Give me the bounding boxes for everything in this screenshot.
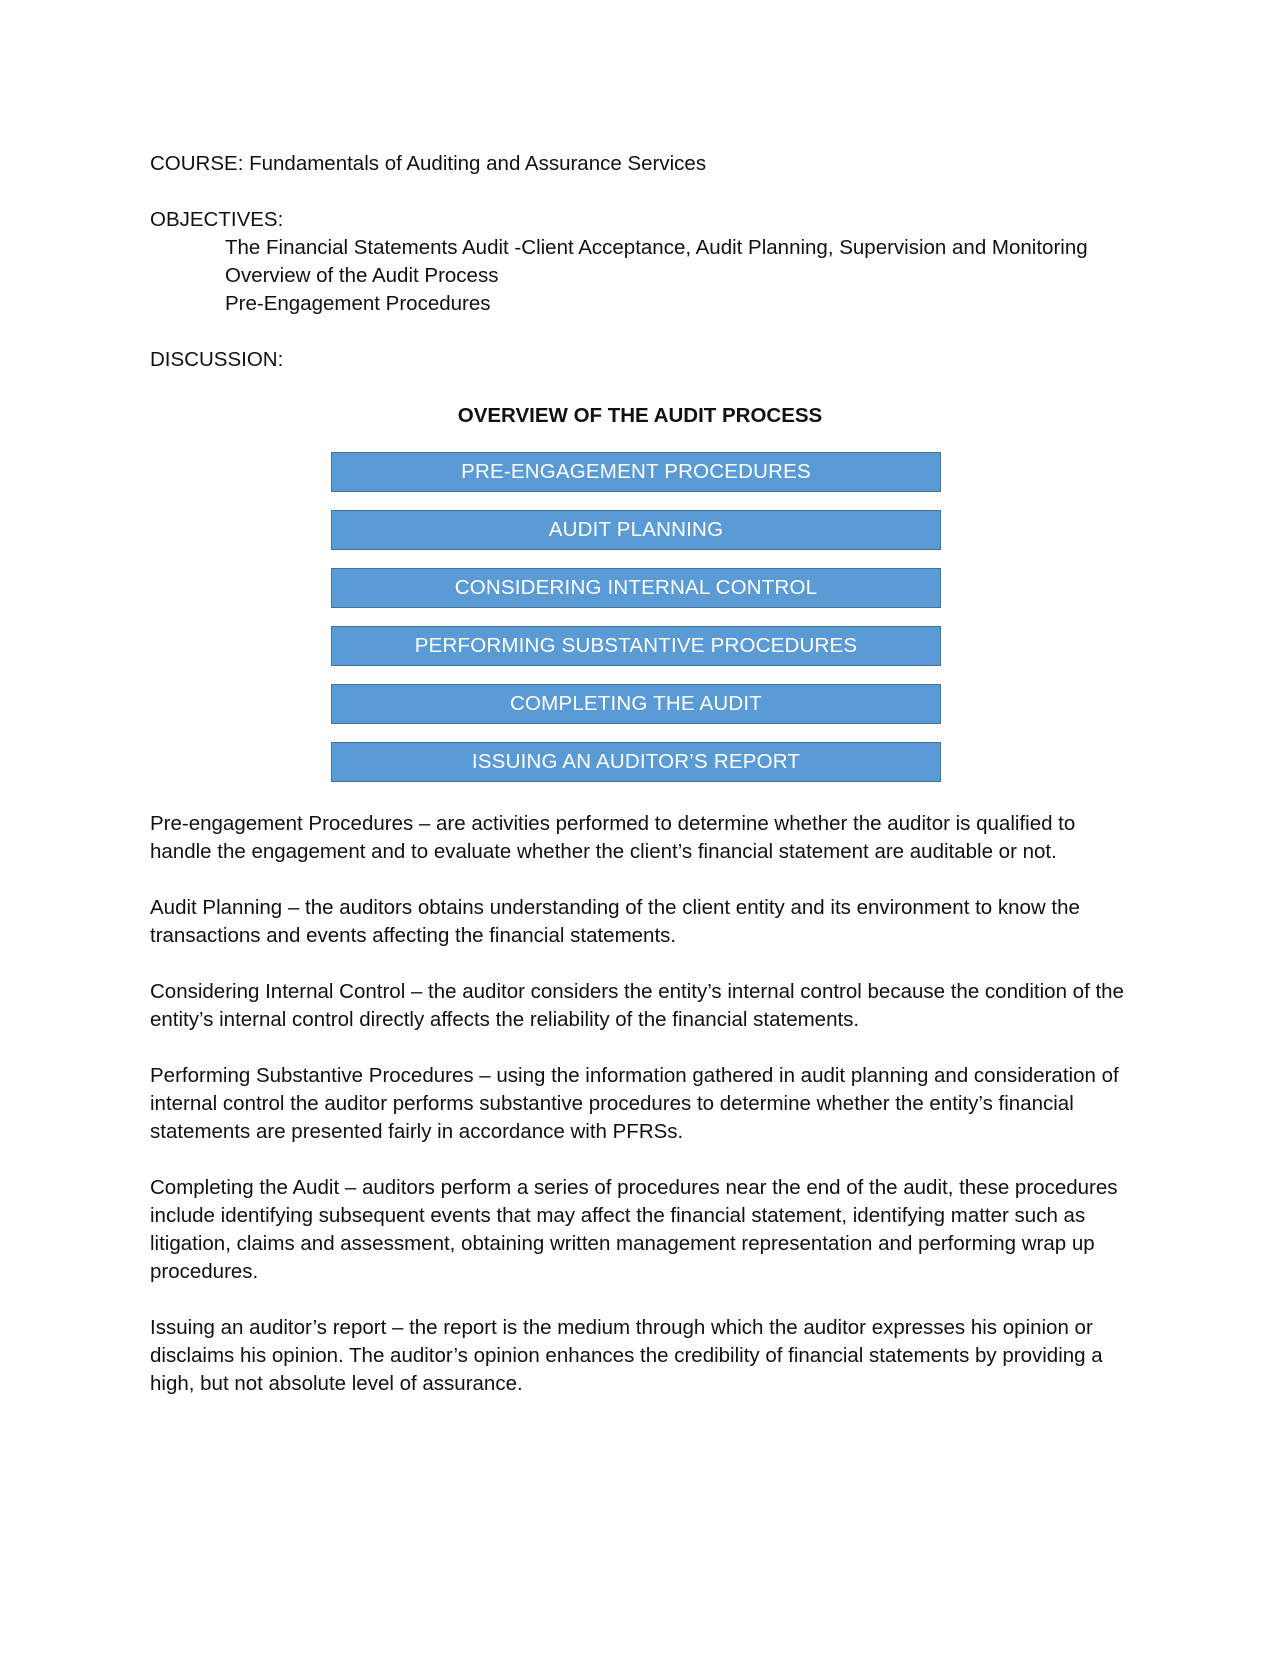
overview-title: OVERVIEW OF THE AUDIT PROCESS xyxy=(457,404,823,427)
objective-item: Overview of the Audit Process xyxy=(225,264,499,287)
objective-item: The Financial Statements Audit -Client Acceptance, Audit Planning, Supervision and Monitoring xyxy=(225,236,1088,259)
audit-process-flowchart xyxy=(331,452,941,782)
flow-step-substantive-procedures: PERFORMING SUBSTANTIVE PROCEDURES xyxy=(331,626,941,666)
flow-step-auditor-report: ISSUING AN AUDITOR’S REPORT xyxy=(331,742,941,782)
definition-audit-planning: Audit Planning – the auditors obtains understanding of the client entity and its environment to know the transactions and events affecting the financial statements. xyxy=(150,896,1080,947)
objective-item: Pre-Engagement Procedures xyxy=(225,292,491,315)
definition-pre-engagement: Pre-engagement Procedures – are activities performed to determine whether the auditor is qualified to handle the engagement and to evaluate whether the client’s financial statement are auditable or not. xyxy=(150,812,1076,863)
flow-step-internal-control: CONSIDERING INTERNAL CONTROL xyxy=(331,568,941,608)
course-title: COURSE: Fundamentals of Auditing and Assurance Services xyxy=(150,152,707,175)
objectives-label: OBJECTIVES: xyxy=(150,208,284,231)
definition-substantive-procedures: Performing Substantive Procedures – using the information gathered in audit planning and consideration of internal control the auditor performs substantive procedures to determine whether the entity’s financial statements are presented fairly in accordance with PFRSs. xyxy=(150,1064,1119,1143)
definitions-section xyxy=(150,810,1140,1398)
flow-step-audit-planning: AUDIT PLANNING xyxy=(331,510,941,550)
definition-internal-control: Considering Internal Control – the auditor considers the entity’s internal control because the condition of the entity’s internal control directly affects the reliability of the financial statements. xyxy=(150,980,1124,1031)
definition-completing-audit: Completing the Audit – auditors perform a series of procedures near the end of the audit, these procedures include identifying subsequent events that may affect the financial statement, identifying matter such as litigation, claims and assessment, obtaining written management representation and performing wrap up procedures. xyxy=(150,1176,1118,1283)
discussion-label: DISCUSSION: xyxy=(150,348,284,371)
definition-auditor-report: Issuing an auditor’s report – the report is the medium through which the auditor expresses his opinion or disclaims his opinion. The auditor’s opinion enhances the credibility of financial statements by providing a high, but not absolute level of assurance. xyxy=(150,1316,1103,1395)
flow-step-completing-audit: COMPLETING THE AUDIT xyxy=(331,684,941,724)
objectives-list xyxy=(150,234,1140,318)
document-page xyxy=(150,150,1140,1426)
flow-step-pre-engagement: PRE-ENGAGEMENT PROCEDURES xyxy=(331,452,941,492)
